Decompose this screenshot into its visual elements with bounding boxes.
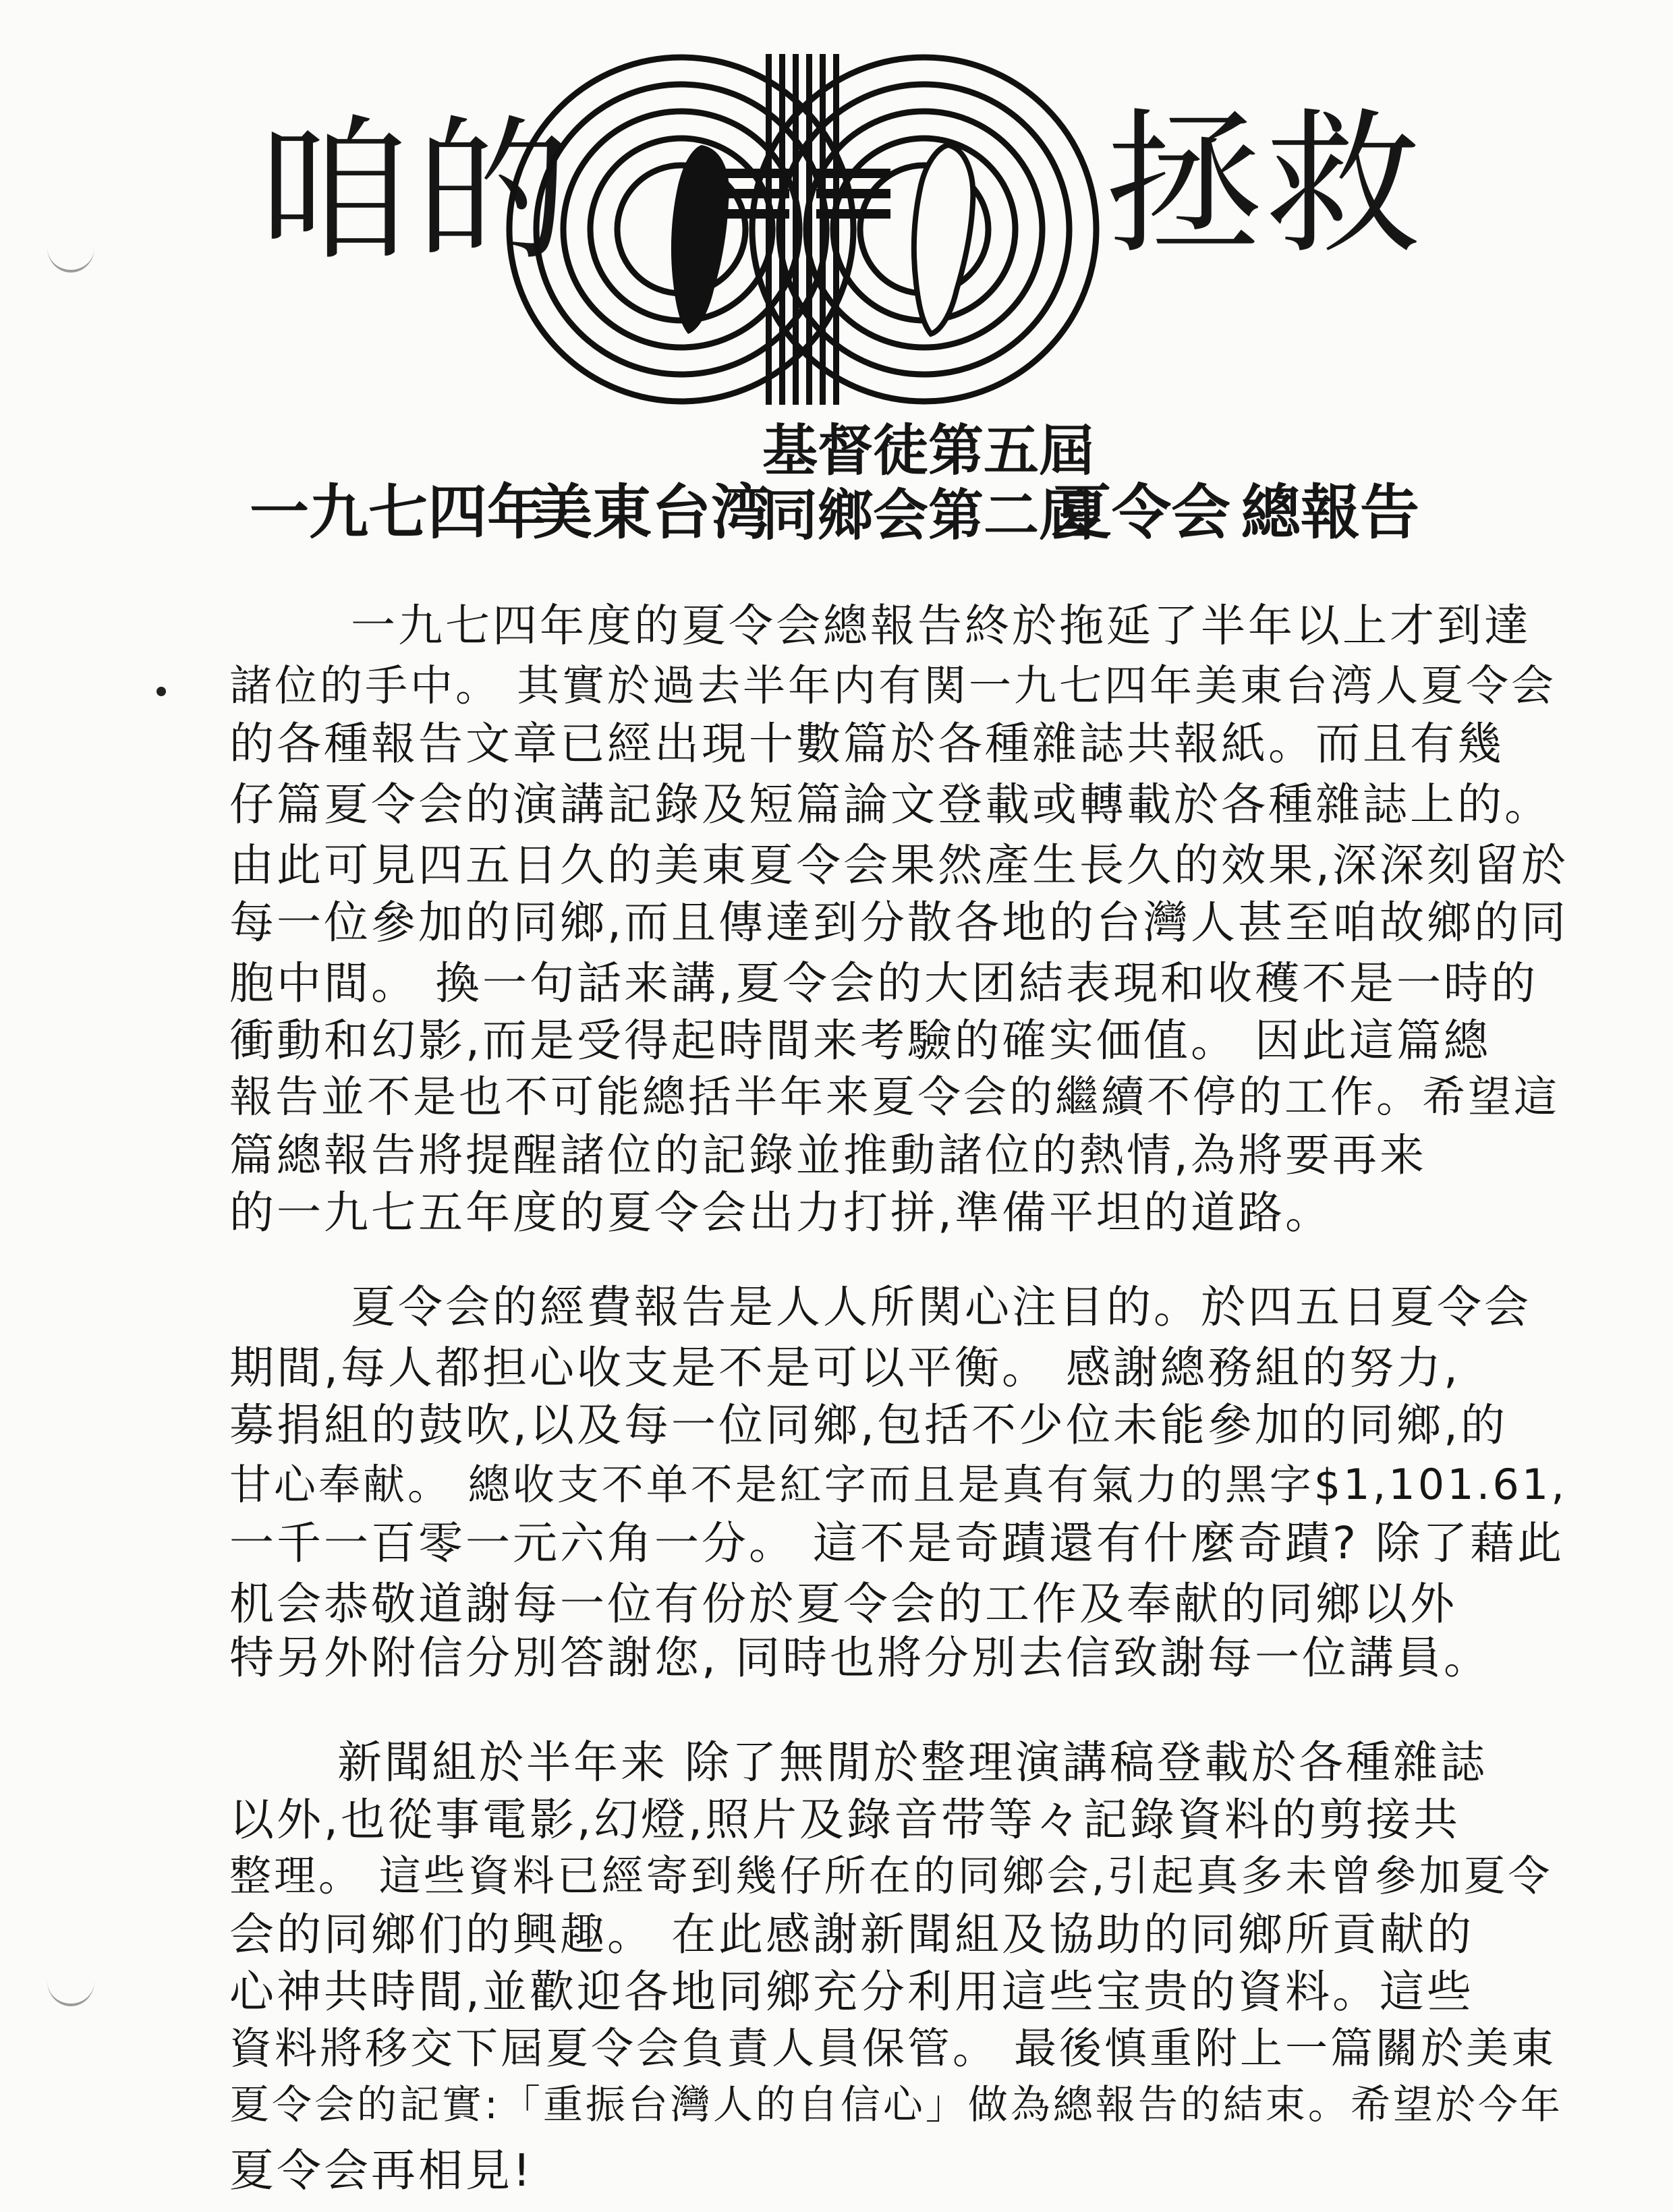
body-line: 一千一百零一元六角一分。 這不是奇蹟還有什麼奇蹟? 除了藉此 [229,1517,1564,1569]
report-title [250,418,1457,553]
body-line: 以外,也從事電影,幻燈,照片及錄音带等々記錄資料的剪接共 [229,1794,1461,1846]
body-line: 一九七四年度的夏令会總報告終於拖延了半年以上才到達 [351,600,1531,652]
title-org: 美東台湾 [533,477,771,547]
title-stack-line-1: 基督徒第五屆 [762,418,1095,483]
title-stack-line-2: 同鄉会第二屆 [762,483,1095,548]
body-line: 募捐組的鼓吹,以及每一位同鄉,包括不少位未能參加的同鄉,的 [229,1399,1508,1451]
body-line: 報告並不是也不可能總括半年来夏令会的繼續不停的工作。希望這 [229,1073,1560,1123]
body-line: 机会恭敬道謝每一位有份於夏令会的工作及奉献的同鄉以外 [229,1578,1457,1630]
body-line: 夏令会再相見! [229,2145,534,2196]
title-report: 總報告 [1241,477,1420,547]
body-line: 由此可見四五日久的美東夏令会果然產生長久的效果,深深刻留於 [229,839,1568,891]
body-line: 的一九七五年度的夏令会出力打拼,準備平坦的道路。 [229,1187,1332,1239]
body-line: 心神共時間,並歡迎各地同鄉充分利用這些宝贵的資料。這些 [229,1966,1474,2018]
body-line: 資料將移交下屆夏令会負責人員保管。 最後慎重附上一篇關於美東 [229,2024,1557,2073]
title-stack [762,418,1094,548]
header-left-title: 咱的 [256,102,575,282]
title-camp: 夏令会 [1052,477,1231,547]
body-line: 每一位參加的同鄉,而且傳達到分散各地的台灣人甚至咱故鄉的同 [229,897,1568,948]
body-line: 期間,每人都担心收支是不是可以平衡。 感謝總務組的努力, [229,1342,1461,1394]
body-line: 新聞組於半年来 除了無閒於整理演講稿登載於各種雜誌 [337,1736,1487,1788]
body-line: 特另外附信分別答謝您, 同時也將分別去信致謝每一位講員。 [229,1632,1491,1684]
body-line: 衝動和幻影,而是受得起時間来考驗的確实価值。 因此這篇總 [229,1015,1491,1067]
body-line: 諸位的手中。 其實於過去半年内有関一九七四年美東台湾人夏令会 [229,661,1557,710]
body-line: 的各種報告文章已經出現十數篇於各種雜誌共報紙。而且有幾 [229,718,1504,770]
header-right-title: 拯救 [1106,95,1425,275]
body-line: 会的同鄉们的興趣。 在此感謝新聞組及協助的同鄉所貢献的 [229,1908,1474,1960]
body-line: 甘心奉献。 總收支不单不是紅字而且是真有氣力的黑字$1,101.61, [229,1460,1567,1509]
body-line: 篇總報告將提醒諸位的記錄並推動諸位的熱情,為將要再来 [229,1129,1427,1181]
body-line: 夏令会的記實:「重振台灣人的自信心」做為總報告的結束。希望於今年 [229,2081,1563,2128]
body-line: 夏令会的經費報告是人人所関心注目的。於四五日夏令会 [351,1281,1531,1333]
page-header [0,0,1673,418]
punch-hole [47,1956,94,2006]
taiwan-circles-emblem [499,47,1106,412]
body-line: 胞中間。 換一句話来講,夏令会的大团結表現和收穫不是一時的 [229,957,1538,1009]
body-line: 仔篇夏令会的演講記錄及短篇論文登載或轉載於各種雜誌上的。 [229,778,1552,830]
title-year: 一九七四年 [250,477,547,547]
body-line: 整理。 這些資料已經寄到幾仔所在的同鄉会,引起真多未曾參加夏令 [229,1851,1553,1900]
bullet-mark [157,687,166,696]
